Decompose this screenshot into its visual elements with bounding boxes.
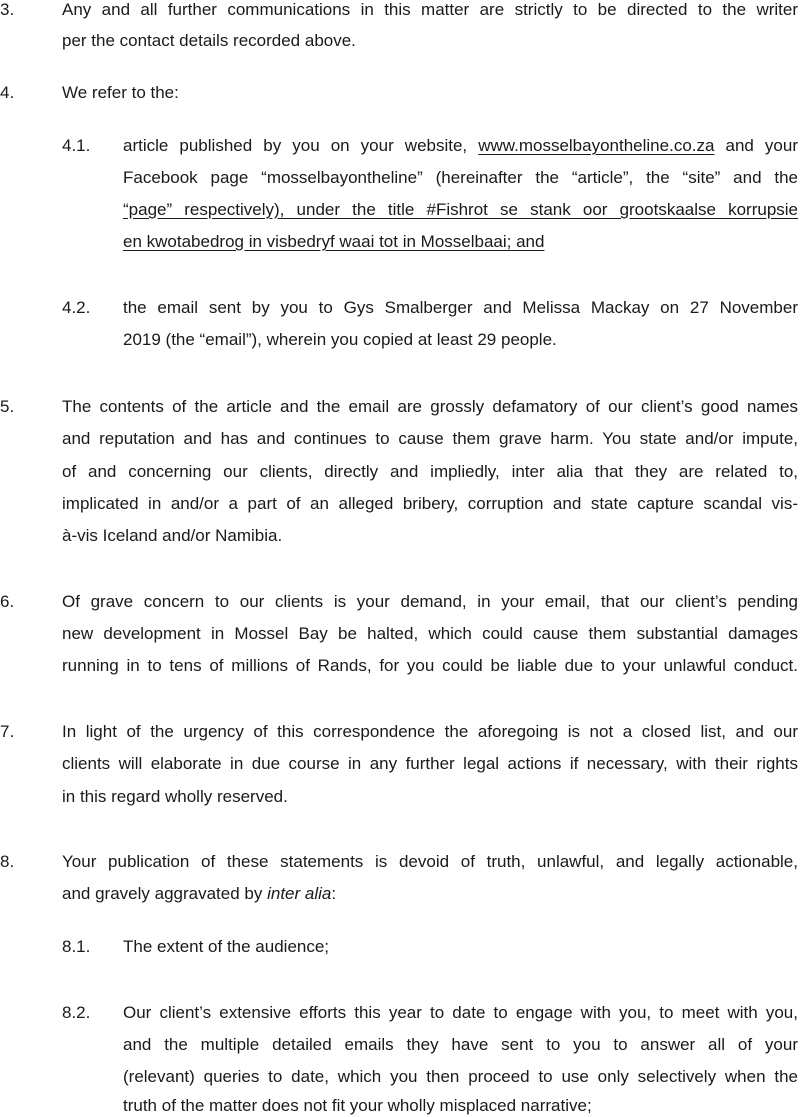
paragraph-line: The contents of the article and the email are grossly defamatory of our client’s good names [62, 397, 798, 416]
paragraph-line: clients will elaborate in due course in any further legal actions if necessary, with their rights [62, 754, 798, 773]
paragraph-number: 4.1. [62, 136, 91, 155]
paragraph-line: per the contact details recorded above. [62, 31, 356, 50]
paragraph-line: Our client’s extensive efforts this year to date to engage with you, to meet with you, [123, 1003, 798, 1022]
website-link[interactable]: www.mosselbayontheline.co.za [478, 136, 715, 155]
paragraph-line: and the multiple detailed emails they have sent to you to answer all of your [123, 1035, 798, 1054]
paragraph-line: Of grave concern to our clients is your demand, in your email, that our client’s pending [62, 592, 798, 611]
line-text: article published by you on your website, [123, 136, 479, 155]
line-text: and your [714, 136, 798, 155]
paragraph-line: The extent of the audience; [123, 937, 330, 956]
paragraph-line: In light of the urgency of this correspondence the aforegoing is not a closed list, and our [62, 722, 798, 741]
paragraph-line: Any and all further communications in this matter are strictly to be directed to the writer [62, 0, 798, 19]
paragraph-line [123, 136, 798, 156]
paragraph-line: à-vis Iceland and/or Namibia. [62, 526, 283, 545]
paragraph-line: (relevant) queries to date, which you then proceed to use only selectively when the [123, 1067, 798, 1086]
paragraph-number: 5. [0, 397, 15, 416]
paragraph-line: the email sent by you to Gys Smalberger and Melissa Mackay on 27 November [123, 298, 798, 317]
paragraph-line: implicated in and/or a part of an alleged bribery, corruption and state capture scandal vis- [62, 494, 798, 513]
paragraph-number: 4. [0, 83, 15, 102]
paragraph-line: We refer to the: [62, 83, 179, 102]
paragraph-number: 8.1. [62, 937, 91, 956]
article-title-line: en kwotabedrog in visbedryf waai tot in Mosselbaai; and [123, 232, 545, 251]
italic-text: inter alia [267, 884, 332, 903]
paragraph-line: running in to tens of millions of Rands, for you could be liable due to your unlawful conduct. [62, 656, 798, 675]
paragraph-line: 2019 (the “email”), wherein you copied at least 29 people. [123, 330, 557, 349]
paragraph-number: 6. [0, 592, 15, 611]
article-title-line: “page” respectively), under the title #Fishrot se stank oor grootskaalse korrupsie [123, 200, 798, 219]
paragraph-line: truth of the matter does not fit your wholly misplaced narrative; [123, 1096, 592, 1115]
paragraph-line: in this regard wholly reserved. [62, 787, 288, 806]
paragraph-line: Facebook page “mosselbayontheline” (hereinafter the “article”, the “site” and the [123, 168, 798, 187]
paragraph-line [62, 884, 336, 904]
paragraph-line: new development in Mossel Bay be halted, which could cause them substantial damages [62, 624, 798, 643]
paragraph-number: 8.2. [62, 1003, 91, 1022]
paragraph-number: 3. [0, 0, 15, 19]
paragraph-number: 7. [0, 722, 15, 741]
paragraph-number: 8. [0, 852, 15, 871]
line-text: : [331, 884, 337, 903]
paragraph-number: 4.2. [62, 298, 91, 317]
line-text: and gravely aggravated by [62, 884, 268, 903]
paragraph-line: and reputation and has and continues to cause them grave harm. You state and/or impute, [62, 429, 798, 448]
paragraph-line: of and concerning our clients, directly and impliedly, inter alia that they are related to, [62, 462, 798, 481]
paragraph-line: Your publication of these statements is devoid of truth, unlawful, and legally actionable, [62, 852, 798, 871]
